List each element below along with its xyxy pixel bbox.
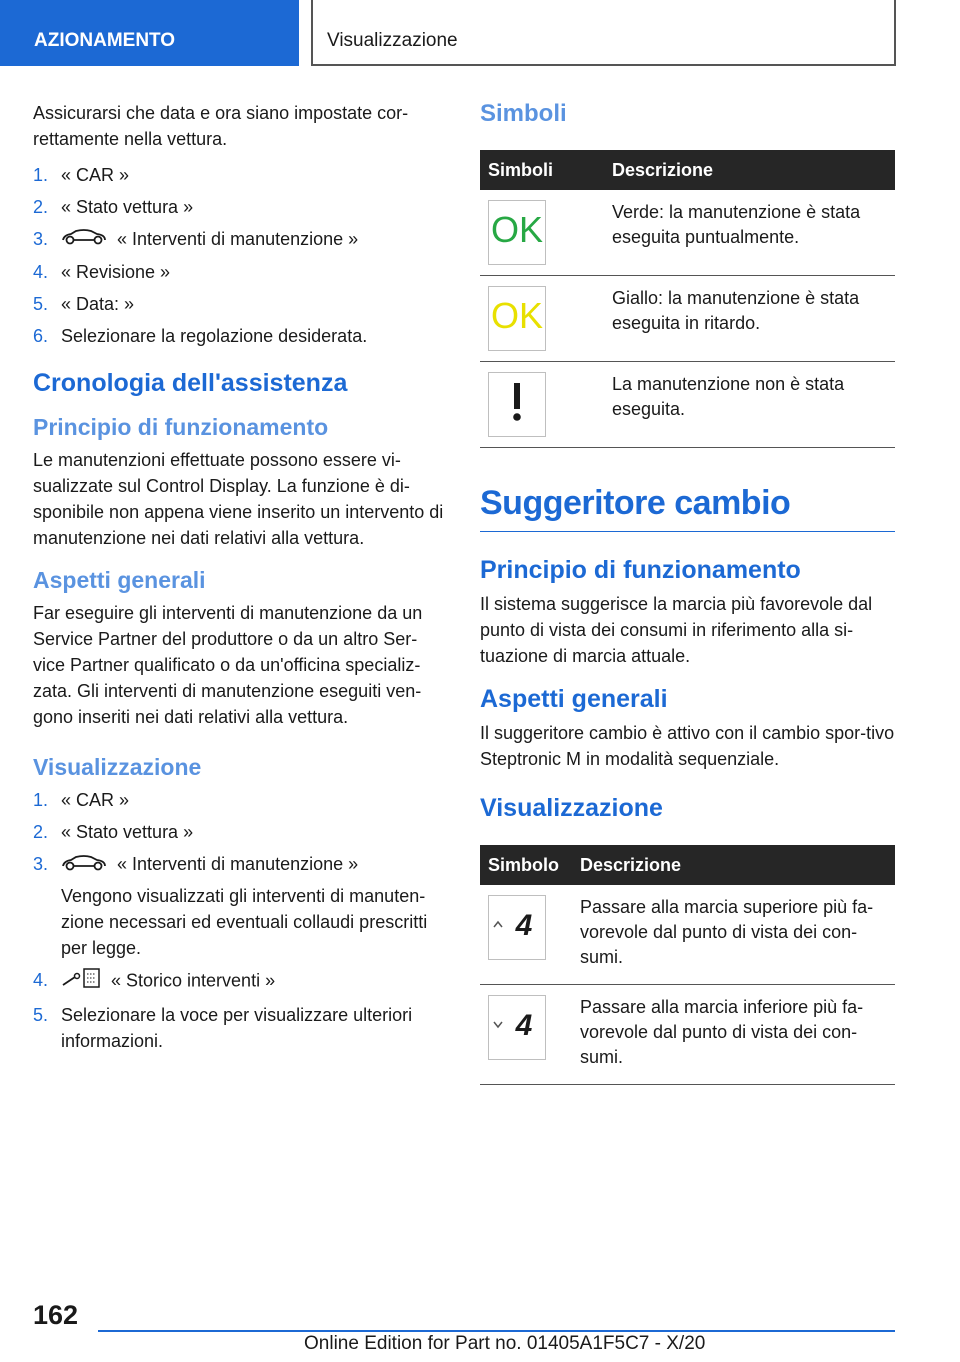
principio-text: Il sistema suggerisce la marcia più favorevole dal punto di vista dei consumi in riferimento alla si-tuazione di marcia attuale. bbox=[480, 594, 873, 666]
exclamation-icon bbox=[488, 372, 546, 437]
gear-down-icon bbox=[488, 995, 546, 1060]
symbol-description: Giallo: la manutenzione è stata eseguita in ritardo. bbox=[604, 276, 895, 362]
symbol-description: La manutenzione non è stata eseguita. bbox=[604, 362, 895, 448]
ok-green-icon bbox=[488, 200, 546, 265]
page-title: Visualizzazione bbox=[311, 0, 896, 66]
service-history-icon bbox=[61, 967, 101, 996]
list-item: 1. « CAR » bbox=[33, 165, 130, 185]
list-item: 3. « Interventi di manutenzione » Vengono visualizzati gli interventi di manuten-zione necessari ed eventuali collaudi prescritti per legge. bbox=[33, 851, 447, 960]
heading-principio: Principio di funzionamento bbox=[480, 556, 801, 584]
symbol-description: Passare alla marcia inferiore più fa-vorevole dal punto di vista dei con-sumi. bbox=[572, 985, 895, 1085]
table-header-row bbox=[480, 845, 895, 885]
list-item: 5. « Data: » bbox=[33, 294, 135, 315]
heading-principio: Principio di funzionamento bbox=[33, 414, 329, 441]
footer-divider bbox=[98, 1330, 895, 1332]
aspetti-text: Il suggeritore cambio è attivo con il cambio spor-tivo Steptronic M in modalità sequenziale. bbox=[480, 723, 895, 769]
list-item: 1. « CAR » bbox=[33, 790, 130, 811]
right-column bbox=[480, 100, 895, 1105]
table-row bbox=[480, 885, 895, 985]
page-header bbox=[0, 0, 960, 66]
steps-list-date bbox=[33, 162, 447, 349]
heading-visualizzazione: Visualizzazione bbox=[33, 754, 202, 781]
column-header: Descrizione bbox=[604, 150, 895, 190]
table-row bbox=[480, 276, 895, 362]
svg-text:4: 4 bbox=[515, 1009, 533, 1042]
heading-cronologia: Cronologia dell'assistenza bbox=[33, 369, 348, 398]
svg-text:OK: OK bbox=[490, 209, 544, 250]
list-item: 3. « Interventi di manutenzione » bbox=[33, 226, 447, 253]
list-item: 6. Selezionare la regolazione desiderata. bbox=[33, 326, 368, 347]
intro-text: Assicurarsi che data e ora siano impostate cor-rettamente nella vettura. bbox=[33, 103, 409, 149]
step-note: Vengono visualizzati gli interventi di manuten-zione necessari ed eventuali collaudi prescritti per legge. bbox=[61, 885, 428, 958]
table-row bbox=[480, 985, 895, 1085]
svg-text:OK: OK bbox=[490, 295, 544, 336]
heading-simboli: Simboli bbox=[480, 100, 567, 127]
car-service-icon bbox=[61, 853, 107, 879]
gear-up-icon bbox=[488, 895, 546, 960]
list-item: 2. « Stato vettura » bbox=[33, 822, 194, 843]
column-header: Simbolo bbox=[480, 845, 572, 885]
symbol-description: Passare alla marcia superiore più fa-vorevole dal punto di vista dei con-sumi. bbox=[572, 885, 895, 985]
footer-edition: Online Edition for Part no. 01405A1F5C7 - X/20 bbox=[304, 1333, 706, 1354]
heading-visualizzazione: Visualizzazione bbox=[480, 794, 663, 822]
list-item: 2. « Stato vettura » bbox=[33, 197, 194, 217]
aspetti-text: Far eseguire gli interventi di manutenzione da un Service Partner del produttore o da un altro Ser-vice Partner qualificato o da un'officina specializ-zata. Gli interventi di manutenzione eseguiti ven-gono inseriti nei dati relativi alla vettura. bbox=[33, 603, 423, 728]
list-item: 4. « Revisione » bbox=[33, 262, 171, 283]
table-row bbox=[480, 190, 895, 276]
steps-list-history bbox=[33, 787, 447, 1053]
page-number: 162 bbox=[33, 1300, 79, 1330]
column-header: Descrizione bbox=[572, 845, 895, 885]
principio-text: Le manutenzioni effettuate possono essere vi-sualizzate sul Control Display. La funzione è di-sponibile non appena viene inserito un intervento di manutenzione nei dati relativi alla vettura. bbox=[33, 450, 444, 549]
left-column bbox=[33, 100, 447, 1074]
table-header-row bbox=[480, 150, 895, 190]
symbol-description: Verde: la manutenzione è stata eseguita puntualmente. bbox=[604, 190, 895, 276]
svg-text:4: 4 bbox=[515, 909, 533, 942]
gear-symbols-table bbox=[480, 845, 895, 1085]
column-header: Simboli bbox=[480, 150, 604, 190]
symbols-table bbox=[480, 150, 895, 448]
list-item: 4. « Storico interventi » bbox=[33, 967, 447, 996]
heading-suggeritore: Suggeritore cambio bbox=[480, 484, 895, 532]
section-tab: AZIONAMENTO bbox=[0, 0, 299, 66]
car-service-icon bbox=[61, 227, 107, 253]
heading-aspetti: Aspetti generali bbox=[33, 567, 206, 594]
heading-aspetti: Aspetti generali bbox=[480, 685, 668, 713]
ok-yellow-icon bbox=[488, 286, 546, 351]
list-item: 5. Selezionare la voce per visualizzare ulteriori informazioni. bbox=[33, 1004, 413, 1051]
table-row bbox=[480, 362, 895, 448]
